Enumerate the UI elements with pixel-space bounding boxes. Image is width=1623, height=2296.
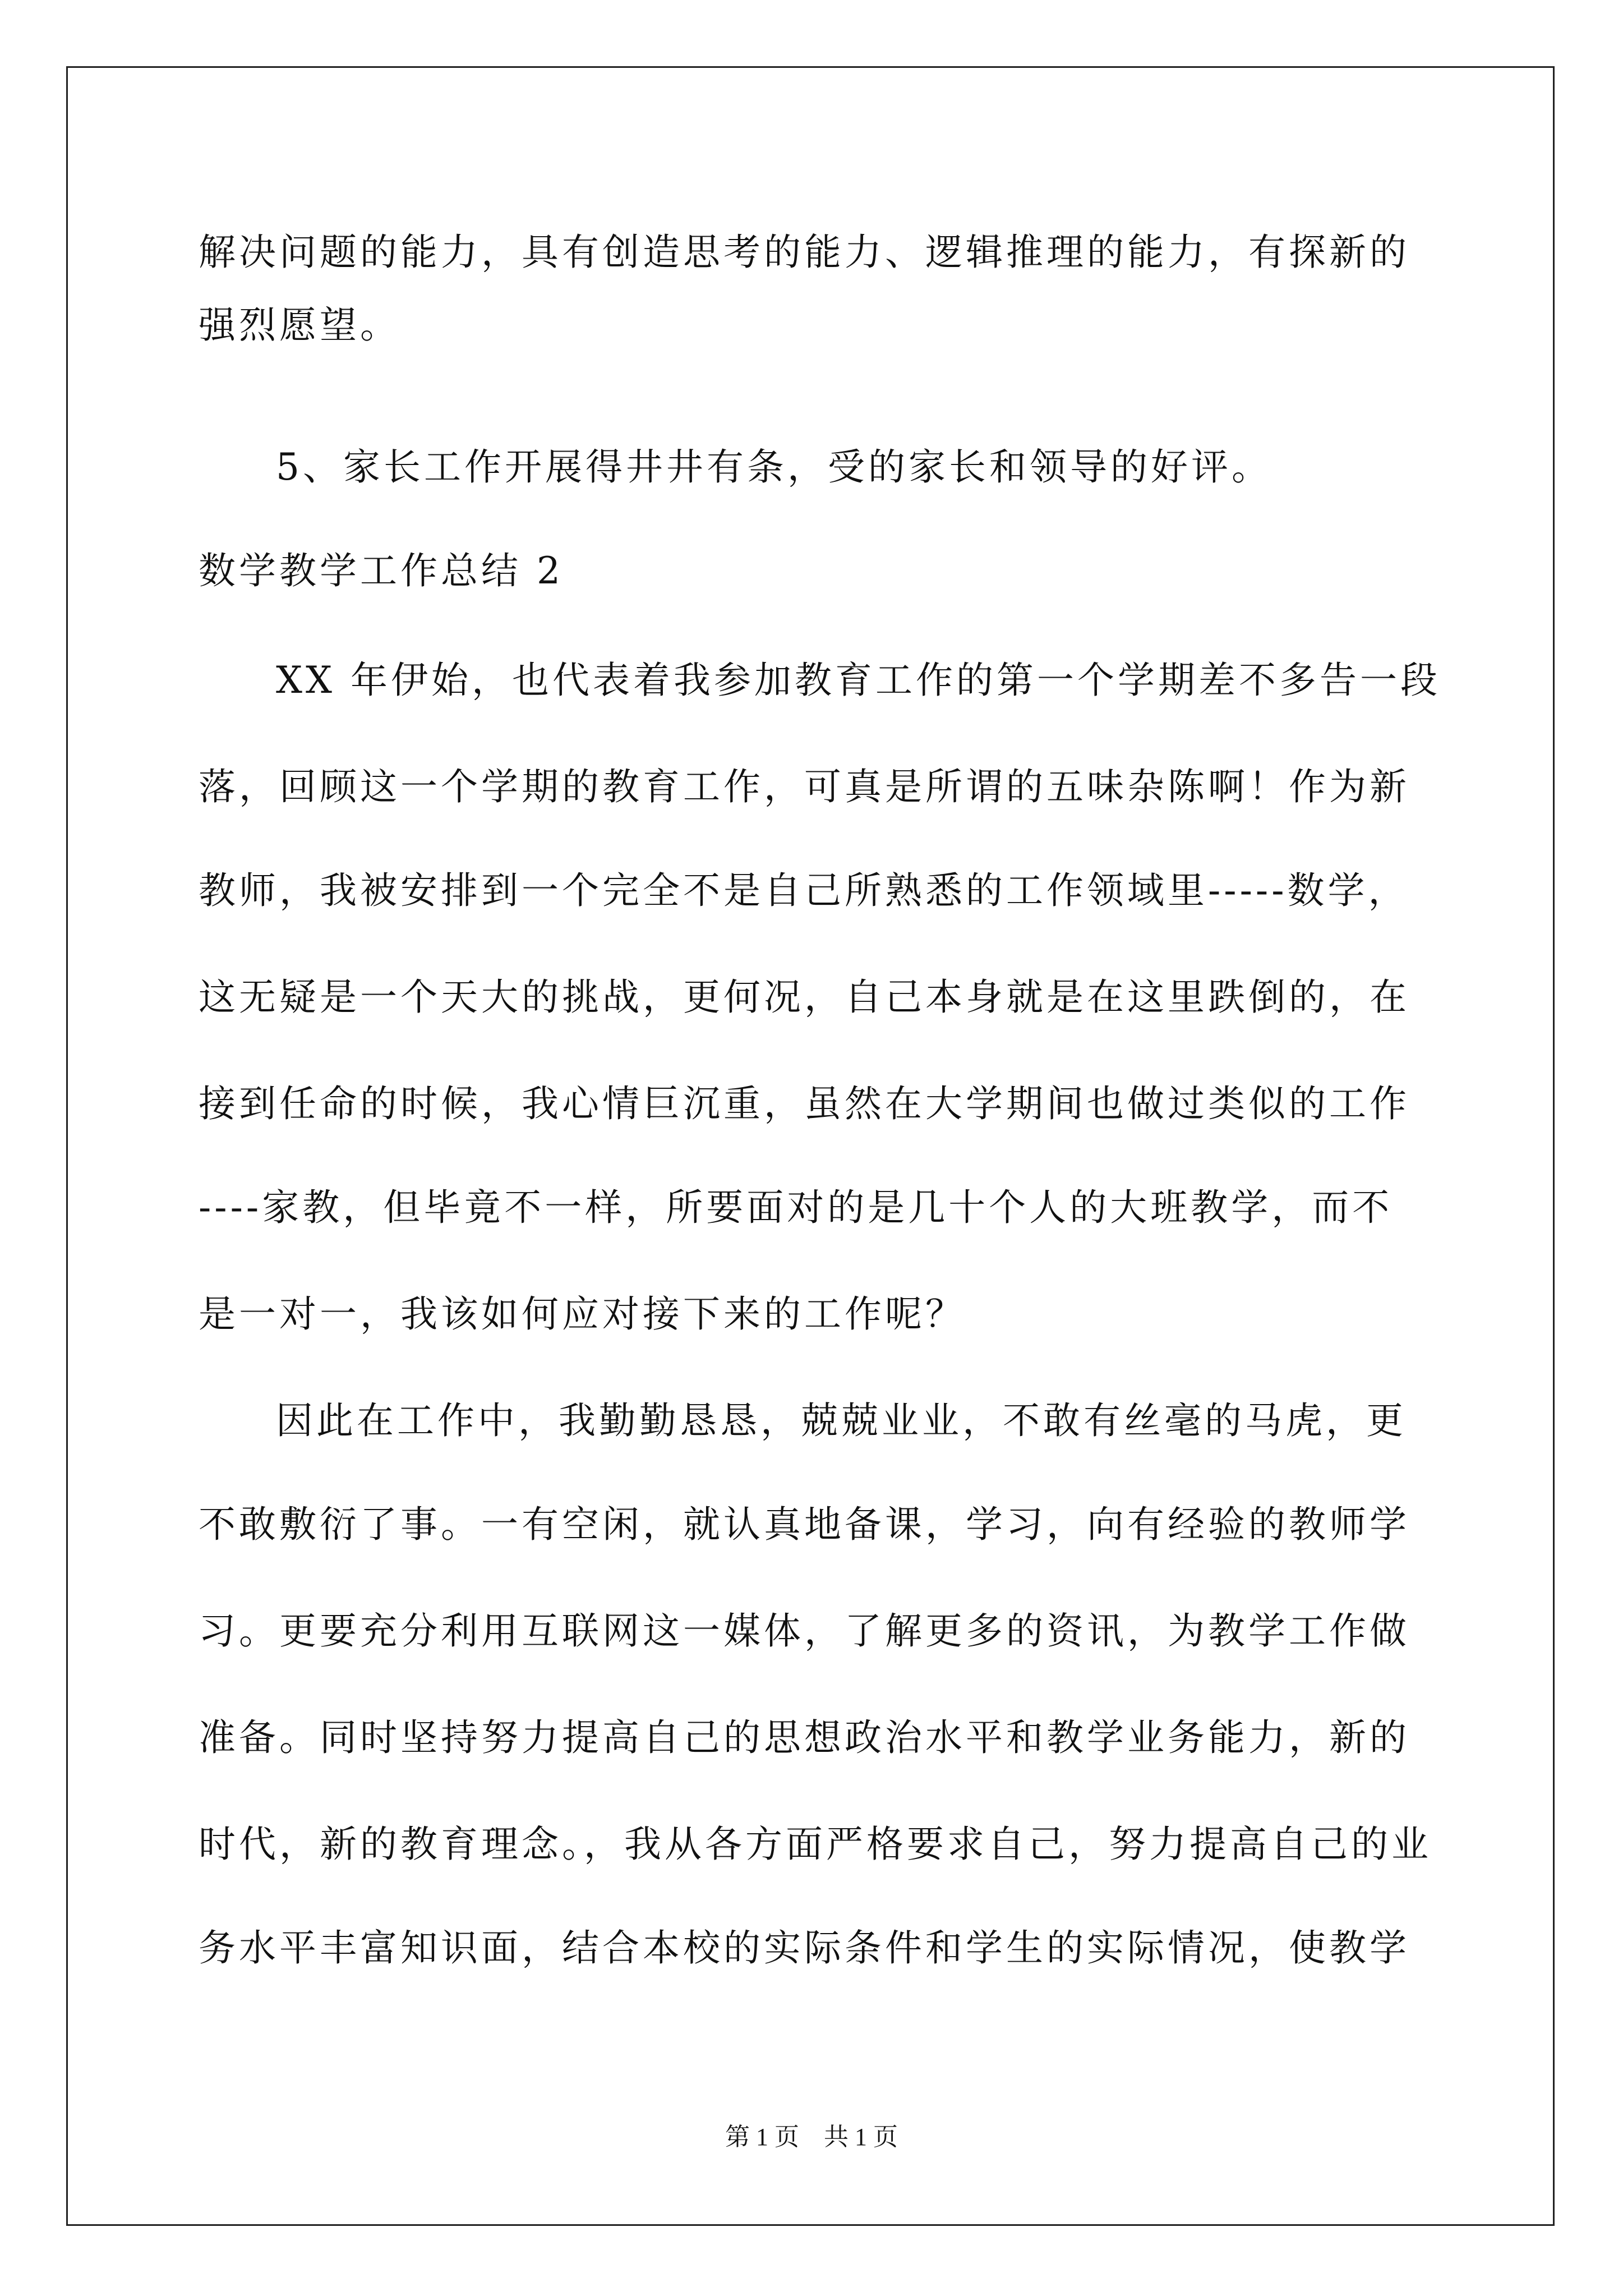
page-footer: 第 1 页 共 1 页 [725, 2123, 898, 2151]
body-text-line: 教师，我被安排到一个完全不是自己所熟悉的工作领域里-----数学， [199, 869, 1409, 912]
list-item-5: 5、家长工作开展得井井有条，受的家长和领导的好评。 [276, 445, 1272, 489]
body-text-line: 落，回顾这一个学期的教育工作，可真是所谓的五味杂陈啊！作为新 [199, 765, 1410, 808]
body-text-line: 习。更要充分利用互联网这一媒体，了解更多的资讯，为教学工作做 [199, 1609, 1410, 1653]
body-text-line: 解决问题的能力，具有创造思考的能力、逻辑推理的能力，有探新的 [199, 231, 1410, 274]
body-text-line: 接到任命的时候，我心情巨沉重，虽然在大学期间也做过类似的工作 [199, 1082, 1410, 1125]
body-text-line: 是一对一，我该如何应对接下来的工作呢？ [199, 1292, 966, 1336]
body-text-line: 这无疑是一个天大的挑战，更何况，自己本身就是在这里跌倒的，在 [199, 976, 1410, 1019]
body-text-line: XX 年伊始，也代表着我参加教育工作的第一个学期差不多告一段 [276, 659, 1441, 702]
body-text-line: ----家教，但毕竟不一样，所要面对的是几十个人的大班教学，而不 [199, 1186, 1393, 1229]
body-text-line: 准备。同时坚持努力提高自己的思想政治水平和教学业务能力，新的 [199, 1716, 1410, 1759]
body-text-line: 强烈愿望。 [199, 303, 400, 347]
body-text-line: 时代，新的教育理念。，我从各方面严格要求自己，努力提高自己的业 [199, 1823, 1432, 1866]
body-text-line: 因此在工作中，我勤勤恳恳，兢兢业业，不敢有丝毫的马虎，更 [276, 1399, 1407, 1442]
body-text-line: 务水平丰富知识面，结合本校的实际条件和学生的实际情况，使教学 [199, 1926, 1410, 1970]
body-text-line: 不敢敷衍了事。一有空闲，就认真地备课，学习，向有经验的教师学 [199, 1503, 1410, 1546]
section-title: 数学教学工作总结 2 [199, 549, 564, 592]
page-border [66, 66, 1555, 2226]
